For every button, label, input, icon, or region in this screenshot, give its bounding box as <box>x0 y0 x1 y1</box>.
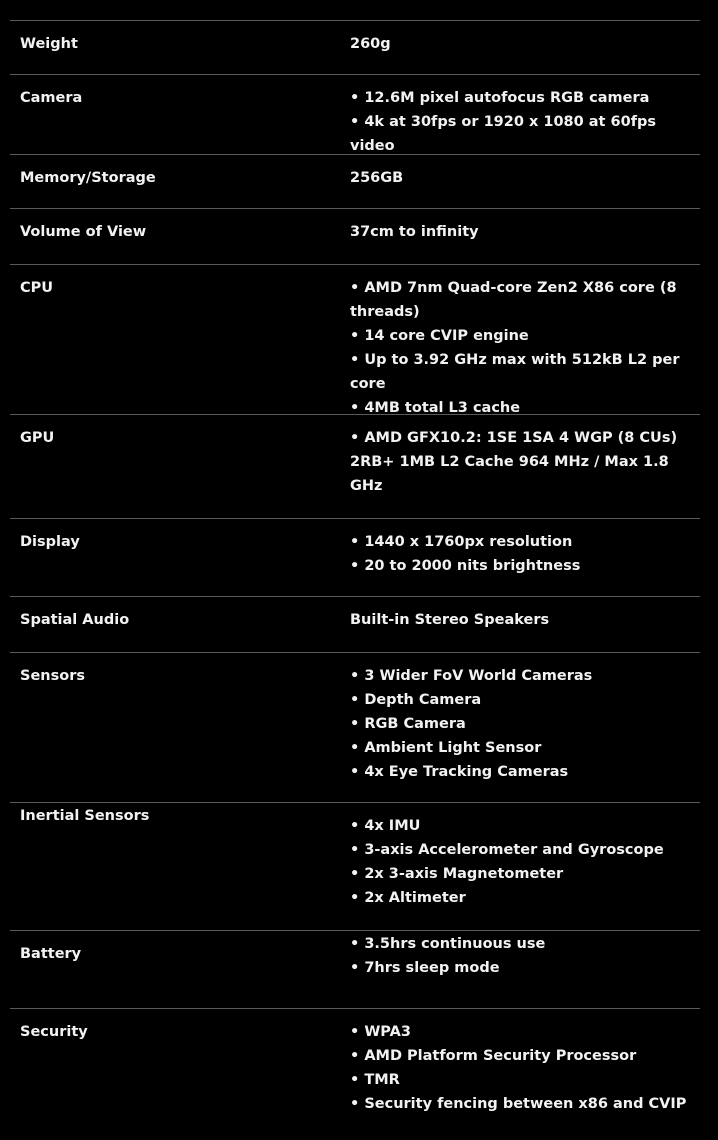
list-item: • 3.5hrs continuous use <box>350 936 546 952</box>
divider <box>10 264 700 265</box>
spec-label-spatial-audio: Spatial Audio <box>20 612 130 628</box>
list-item: • 4x Eye Tracking Cameras <box>350 764 569 780</box>
spec-label-display: Display <box>20 534 80 550</box>
spec-value-spatial-audio: Built-in Stereo Speakers <box>350 612 550 628</box>
spec-value-cpu <box>350 276 700 420</box>
spec-value-display <box>350 530 700 578</box>
list-item: • AMD 7nm Quad-core Zen2 X86 core (8 threads) <box>350 280 677 320</box>
divider <box>10 930 700 931</box>
spec-label-weight: Weight <box>20 36 78 52</box>
list-item: • RGB Camera <box>350 716 466 732</box>
spec-value-memory-storage: 256GB <box>350 170 404 186</box>
list-item: • 3 Wider FoV World Cameras <box>350 668 593 684</box>
list-item: • AMD Platform Security Processor <box>350 1048 637 1064</box>
spec-label-volume-of-view: Volume of View <box>20 224 147 240</box>
spec-value-gpu <box>350 426 700 498</box>
divider <box>10 208 700 209</box>
spec-value-security <box>350 1020 700 1116</box>
list-item: • 4k at 30fps or 1920 x 1080 at 60fps video <box>350 114 657 154</box>
list-item: • Up to 3.92 GHz max with 512kB L2 per core <box>350 352 680 392</box>
list-item: • 2x 3-axis Magnetometer <box>350 866 564 882</box>
divider <box>10 802 700 803</box>
spec-label-security: Security <box>20 1024 88 1040</box>
spec-label-camera: Camera <box>20 90 83 106</box>
spec-value-sensors <box>350 664 700 784</box>
spec-value-inertial-sensors <box>350 814 700 910</box>
spec-label-sensors: Sensors <box>20 668 85 684</box>
divider <box>10 74 700 75</box>
spec-value-battery <box>350 932 700 980</box>
spec-label-battery: Battery <box>20 946 82 962</box>
spec-label-cpu: CPU <box>20 280 54 296</box>
spec-value-volume-of-view: 37cm to infinity <box>350 224 479 240</box>
list-item: • Ambient Light Sensor <box>350 740 542 756</box>
divider <box>10 1008 700 1009</box>
list-item: • AMD GFX10.2: 1SE 1SA 4 WGP (8 CUs) 2RB+ 1MB L2 Cache 964 MHz / Max 1.8 GHz <box>350 430 678 494</box>
list-item: • WPA3 <box>350 1024 411 1040</box>
list-item: • 3-axis Accelerometer and Gyroscope <box>350 842 664 858</box>
spec-label-memory-storage: Memory/Storage <box>20 170 156 186</box>
divider <box>10 596 700 597</box>
list-item: • Depth Camera <box>350 692 482 708</box>
list-item: • 12.6M pixel autofocus RGB camera <box>350 90 650 106</box>
spec-value-weight: 260g <box>350 36 391 52</box>
list-item: • 4x IMU <box>350 818 421 834</box>
list-item: • 2x Altimeter <box>350 890 466 906</box>
spec-label-gpu: GPU <box>20 430 55 446</box>
list-item: • 4MB total L3 cache <box>350 400 521 416</box>
divider <box>10 652 700 653</box>
spec-value-camera <box>350 86 700 158</box>
list-item: • Security fencing between x86 and CVIP <box>350 1096 687 1112</box>
list-item: • 20 to 2000 nits brightness <box>350 558 581 574</box>
divider <box>10 518 700 519</box>
list-item: • TMR <box>350 1072 400 1088</box>
divider <box>10 20 700 21</box>
spec-label-inertial-sensors: Inertial Sensors <box>20 808 150 824</box>
list-item: • 7hrs sleep mode <box>350 960 500 976</box>
list-item: • 14 core CVIP engine <box>350 328 529 344</box>
list-item: • 1440 x 1760px resolution <box>350 534 573 550</box>
